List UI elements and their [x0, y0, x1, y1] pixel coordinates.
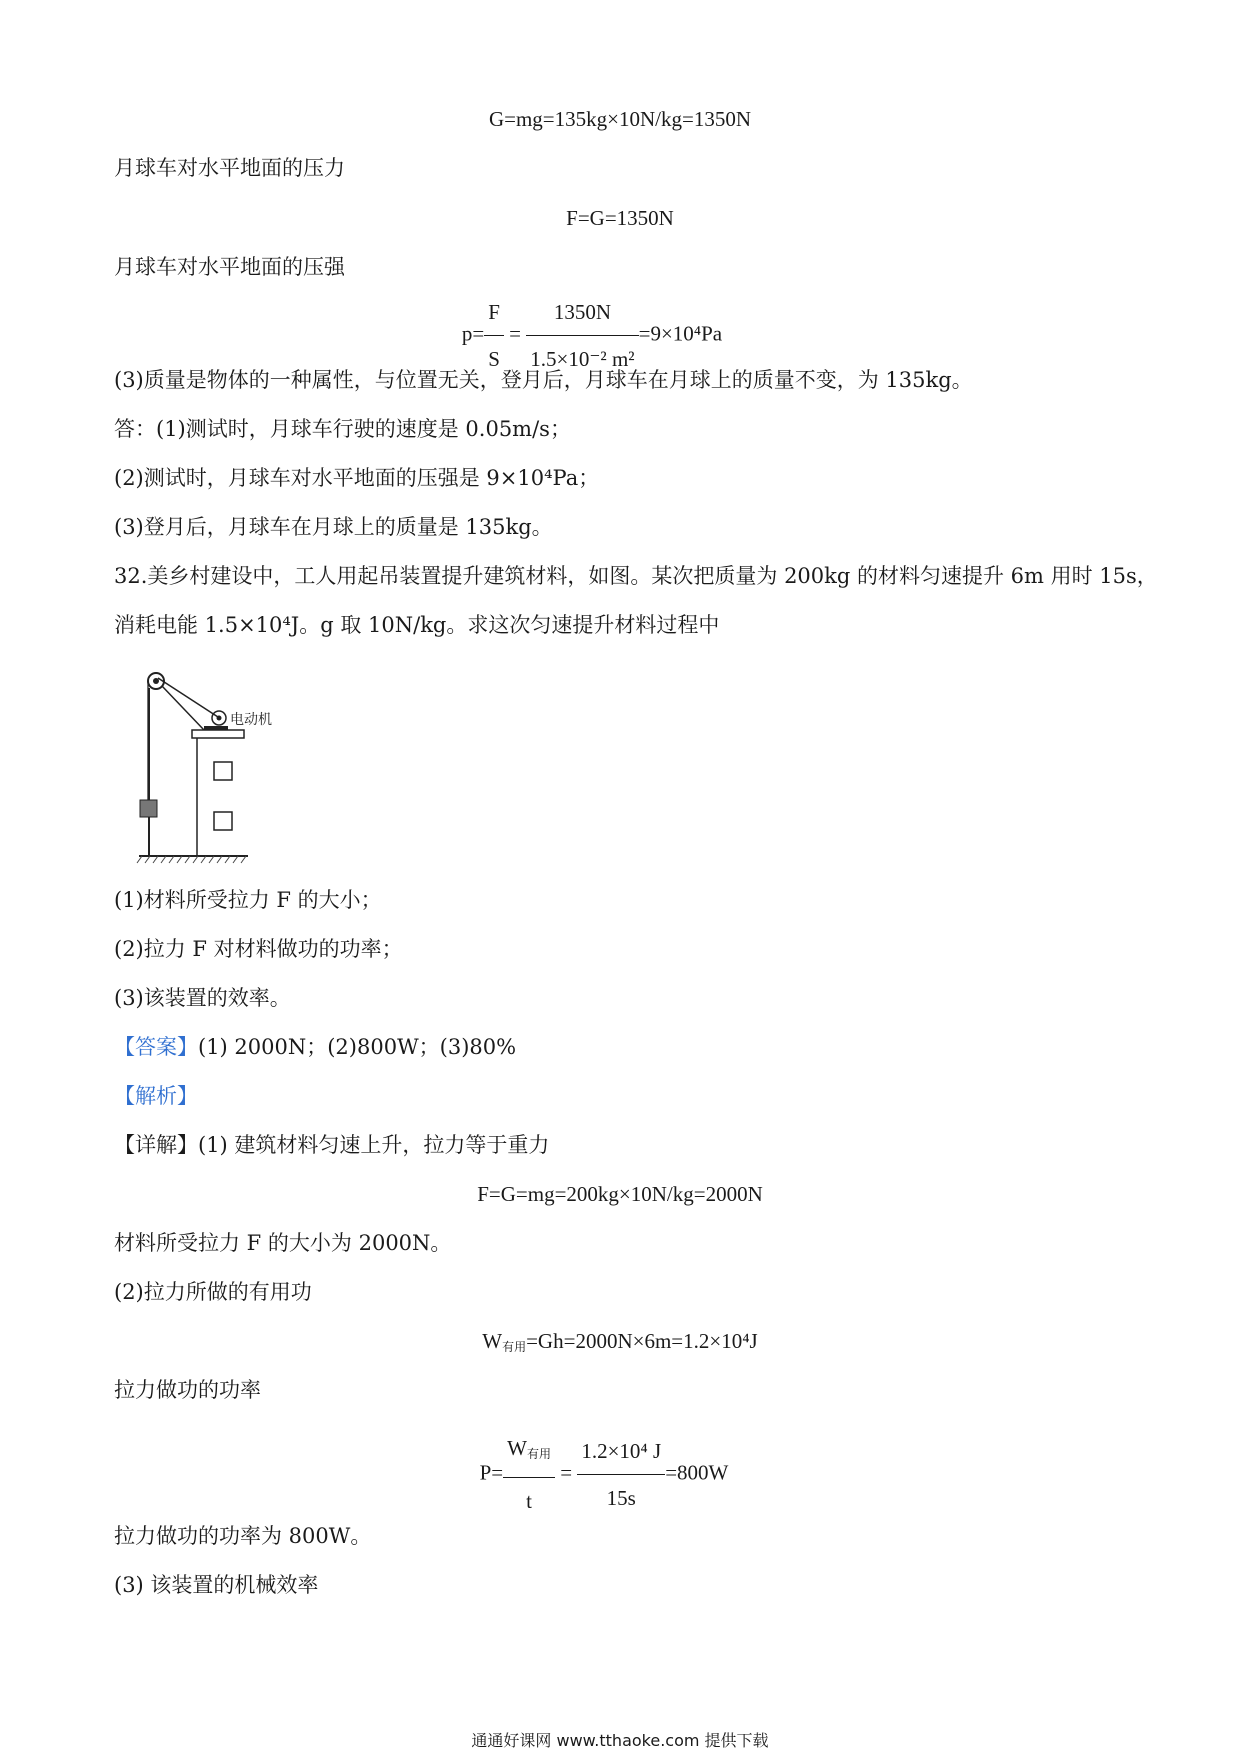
- fraction-denominator: 15s: [606, 1486, 636, 1510]
- formula-weight: G=mg=135kg×10N/kg=1350N: [488, 107, 752, 131]
- work-subscript: 有用: [526, 1447, 551, 1461]
- motor-center-icon: [217, 716, 222, 721]
- fraction-value: [577, 1431, 665, 1518]
- formula-useful-work: [0, 1326, 1240, 1362]
- detail-line-1: 【详解】(1) 建筑材料匀速上升，拉力等于重力: [114, 1133, 550, 1157]
- work-symbol: W: [507, 1436, 527, 1460]
- ground-hatch: [137, 856, 246, 863]
- platform: [192, 730, 244, 738]
- formula-force-gravity: F=G=mg=200kg×10N/kg=2000N: [477, 1182, 763, 1206]
- answer-text: (1) 2000N；(2)800W；(3)80%: [198, 1035, 517, 1059]
- formula-power: [0, 1428, 1224, 1521]
- paragraph-mass: (3)质量是物体的一种属性，与位置无关，登月后，月球车在月球上的质量不变，为 135kg。: [114, 368, 973, 392]
- work-subscript: 有用: [502, 1340, 527, 1354]
- formula-power-result: =800W: [665, 1460, 729, 1485]
- sub-question-3: (3)该装置的效率。: [114, 986, 291, 1010]
- fraction-numerator: [503, 1428, 555, 1478]
- material-block: [140, 800, 157, 817]
- fraction-denominator: 1.5×10⁻² m²: [530, 347, 635, 371]
- question-32-line-1: 32.美乡村建设中，工人用起吊装置提升建筑材料，如图。某次把质量为 200kg 的材料匀速提升 6m 用时 15s，: [114, 564, 1158, 588]
- answer-tag: 【答案】: [114, 1035, 198, 1059]
- window-icon: [214, 762, 232, 780]
- page-footer: 通通好课网 www.tthaoke.com 提供下载: [471, 1731, 769, 1750]
- formula-force: F=G=1350N: [566, 206, 674, 230]
- detail-power-result: 拉力做功的功率为 800W。: [114, 1524, 372, 1548]
- fraction-w-over-t: [503, 1428, 555, 1521]
- equals-sign: =: [560, 1460, 573, 1485]
- answer-line-3: (3)登月后，月球车在月球上的质量是 135kg。: [114, 515, 553, 539]
- text-pressure: 月球车对水平地面的压强: [114, 255, 345, 279]
- detail-power: 拉力做功的功率: [114, 1378, 261, 1402]
- motor-base: [204, 726, 228, 730]
- sub-question-2: (2)拉力 F 对材料做功的功率；: [114, 937, 403, 961]
- equals-sign: =: [509, 321, 521, 346]
- crane-brace: [162, 686, 204, 730]
- fraction-numerator: F: [484, 292, 504, 336]
- fraction-numerator: 1350N: [526, 292, 638, 336]
- fraction-denominator: S: [488, 347, 500, 371]
- answer-line-2: (2)测试时，月球车对水平地面的压强是 9×10⁴Pa；: [114, 466, 600, 490]
- work-symbol: W: [482, 1329, 503, 1353]
- detail-line-2: (2)拉力所做的有用功: [114, 1280, 312, 1304]
- sub-question-1: (1)材料所受拉力 F 的大小；: [114, 888, 382, 912]
- detail-force-result: 材料所受拉力 F 的大小为 2000N。: [114, 1231, 452, 1255]
- text-pressure-force: 月球车对水平地面的压力: [114, 156, 345, 180]
- answer-line-1: 答：(1)测试时，月球车行驶的速度是 0.05m/s；: [114, 417, 571, 441]
- formula-pressure-lhs: p=: [461, 321, 485, 346]
- formula-power-lhs: P=: [479, 1460, 504, 1485]
- question-32-line-2: 消耗电能 1.5×10⁴J。g 取 10N/kg。求这次匀速提升材料过程中: [114, 613, 720, 637]
- crane-boom: [158, 678, 218, 717]
- answer-row: [114, 1032, 516, 1062]
- detail-line-3: (3) 该装置的机械效率: [114, 1573, 319, 1597]
- window-icon: [214, 812, 232, 830]
- work-rest: =Gh=2000N×6m=1.2×10⁴J: [526, 1329, 758, 1353]
- analysis-tag: 【解析】: [114, 1084, 198, 1108]
- fraction-denominator: t: [526, 1489, 532, 1513]
- fraction-numerator: 1.2×10⁴ J: [577, 1431, 665, 1475]
- crane-figure: [134, 668, 304, 870]
- formula-pressure-result: =9×10⁴Pa: [638, 321, 723, 346]
- motor-label: 电动机: [230, 712, 272, 728]
